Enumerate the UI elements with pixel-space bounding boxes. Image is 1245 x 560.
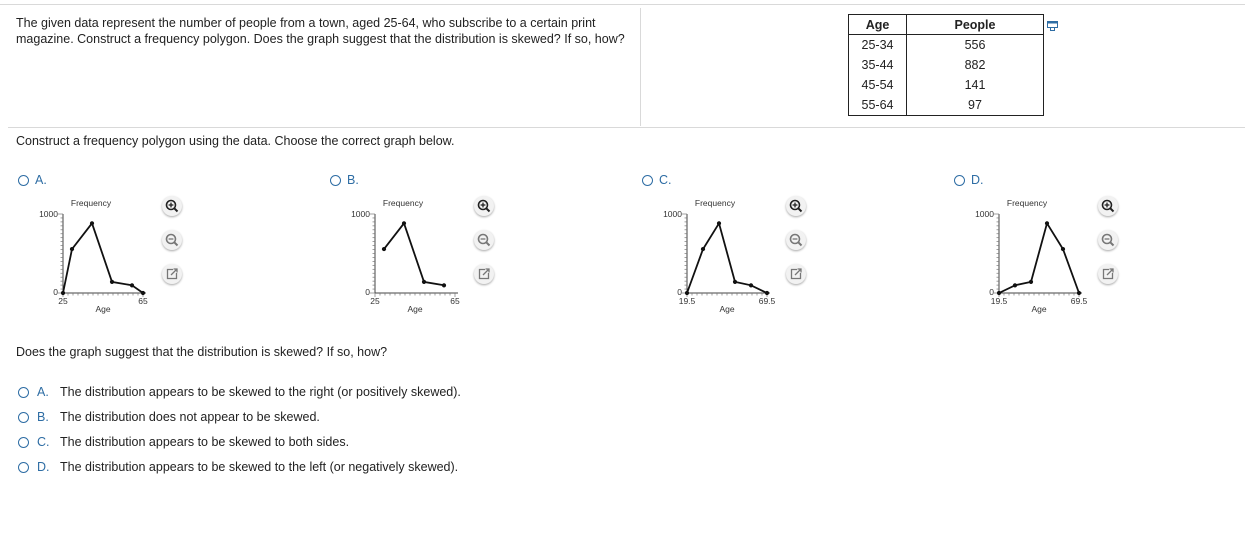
data-point bbox=[442, 283, 446, 287]
x-tick-label-left: 19.5 bbox=[678, 296, 696, 306]
table-cell-people: 97 bbox=[907, 95, 1044, 116]
y-tick-label-bottom: 0 bbox=[677, 287, 682, 297]
graph-option-letter: D. bbox=[971, 173, 984, 187]
frequency-polygon-line bbox=[999, 223, 1079, 293]
y-tick-label-top: 1000 bbox=[975, 209, 994, 219]
answer-letter: C. bbox=[37, 435, 50, 449]
data-point bbox=[997, 291, 1001, 295]
graph-option-radio[interactable] bbox=[954, 175, 965, 186]
zoom-in-icon bbox=[1098, 196, 1118, 216]
data-point bbox=[110, 280, 114, 284]
data-point bbox=[402, 221, 406, 225]
answer-radio[interactable] bbox=[18, 387, 29, 398]
answer-text: The distribution appears to be skewed to the left (or negatively skewed). bbox=[60, 460, 459, 474]
answer-letter: B. bbox=[37, 410, 49, 424]
data-point bbox=[382, 247, 386, 251]
graph-option-radio[interactable] bbox=[330, 175, 341, 186]
zoom-out-icon bbox=[786, 230, 806, 250]
graph-option-letter: A. bbox=[35, 173, 47, 187]
zoom-in-button[interactable] bbox=[162, 196, 182, 216]
table-row bbox=[849, 55, 1044, 75]
open-new-window-icon bbox=[1098, 264, 1118, 284]
answer-text: The distribution appears to be skewed to both sides. bbox=[60, 435, 350, 449]
section-divider bbox=[8, 127, 1245, 128]
zoom-in-icon bbox=[162, 196, 182, 216]
table-cell-age: 25-34 bbox=[849, 35, 907, 56]
x-tick-label-left: 25 bbox=[58, 296, 68, 306]
answer-text: The distribution does not appear to be skewed. bbox=[60, 410, 320, 424]
x-axis-label: Age bbox=[407, 304, 423, 314]
skew-question-prompt: Does the graph suggest that the distribution is skewed? If so, how? bbox=[16, 345, 388, 359]
expand-table-icon[interactable] bbox=[1047, 18, 1058, 28]
zoom-out-button[interactable] bbox=[786, 230, 806, 250]
x-tick-label-right: 65 bbox=[450, 296, 460, 306]
open-new-window-button[interactable] bbox=[1098, 264, 1118, 284]
answer-radio[interactable] bbox=[18, 462, 29, 473]
table-cell-people: 882 bbox=[907, 55, 1044, 75]
zoom-out-icon bbox=[1098, 230, 1118, 250]
graph-option-letter: C. bbox=[659, 173, 672, 187]
answer-letter: D. bbox=[37, 460, 50, 474]
table-cell-people: 556 bbox=[907, 35, 1044, 56]
table-cell-age: 45-54 bbox=[849, 75, 907, 95]
zoom-out-button[interactable] bbox=[162, 230, 182, 250]
table-row bbox=[849, 95, 1044, 116]
zoom-out-button[interactable] bbox=[1098, 230, 1118, 250]
x-axis-label: Age bbox=[95, 304, 111, 314]
x-tick-label-right: 65 bbox=[138, 296, 148, 306]
x-tick-label-right: 69.5 bbox=[758, 296, 776, 306]
x-tick-label-left: 25 bbox=[370, 296, 380, 306]
frequency-polygon-chart bbox=[26, 194, 176, 314]
answer-letter: A. bbox=[37, 385, 49, 399]
answer-radio[interactable] bbox=[18, 412, 29, 423]
data-point bbox=[1013, 283, 1017, 287]
table-header-people: People bbox=[907, 15, 1044, 35]
x-axis-label: Age bbox=[1031, 304, 1047, 314]
data-point bbox=[765, 291, 769, 295]
open-new-window-button[interactable] bbox=[474, 264, 494, 284]
open-new-window-button[interactable] bbox=[786, 264, 806, 284]
y-axis-label: Frequency bbox=[694, 198, 736, 208]
data-point bbox=[90, 221, 94, 225]
data-point bbox=[1061, 247, 1065, 251]
data-point bbox=[141, 291, 145, 295]
data-point bbox=[701, 247, 705, 251]
table-header-age: Age bbox=[849, 15, 907, 35]
frequency-polygon-line bbox=[687, 223, 767, 293]
y-axis-label: Frequency bbox=[382, 198, 424, 208]
x-tick-label-right: 69.5 bbox=[1070, 296, 1088, 306]
x-tick-label-left: 19.5 bbox=[990, 296, 1008, 306]
zoom-in-button[interactable] bbox=[474, 196, 494, 216]
zoom-in-icon bbox=[786, 196, 806, 216]
frequency-polygon-chart bbox=[962, 194, 1112, 314]
graph-option-radio[interactable] bbox=[642, 175, 653, 186]
zoom-in-button[interactable] bbox=[786, 196, 806, 216]
y-axis-label: Frequency bbox=[1006, 198, 1048, 208]
y-tick-label-top: 1000 bbox=[351, 209, 370, 219]
open-new-window-icon bbox=[162, 264, 182, 284]
open-new-window-icon bbox=[786, 264, 806, 284]
zoom-out-button[interactable] bbox=[474, 230, 494, 250]
frequency-polygon-chart bbox=[338, 194, 488, 314]
y-tick-label-top: 1000 bbox=[39, 209, 58, 219]
zoom-out-icon bbox=[162, 230, 182, 250]
zoom-in-icon bbox=[474, 196, 494, 216]
data-table bbox=[848, 14, 1044, 116]
frequency-polygon-line bbox=[384, 223, 444, 285]
data-point bbox=[1045, 221, 1049, 225]
table-cell-age: 35-44 bbox=[849, 55, 907, 75]
data-point bbox=[70, 247, 74, 251]
data-point bbox=[1077, 291, 1081, 295]
data-point bbox=[749, 283, 753, 287]
answer-text: The distribution appears to be skewed to the right (or positively skewed). bbox=[60, 385, 461, 399]
table-row bbox=[849, 35, 1044, 56]
graph-option-letter: B. bbox=[347, 173, 359, 187]
y-tick-label-bottom: 0 bbox=[365, 287, 370, 297]
graph-option-radio[interactable] bbox=[18, 175, 29, 186]
data-point bbox=[422, 280, 426, 284]
data-point bbox=[733, 280, 737, 284]
top-divider bbox=[0, 4, 1245, 5]
data-point bbox=[61, 291, 65, 295]
open-new-window-button[interactable] bbox=[162, 264, 182, 284]
y-tick-label-bottom: 0 bbox=[53, 287, 58, 297]
data-point bbox=[1029, 280, 1033, 284]
data-point bbox=[130, 283, 134, 287]
y-axis-label: Frequency bbox=[70, 198, 112, 208]
frequency-polygon-chart bbox=[650, 194, 800, 314]
data-point bbox=[685, 291, 689, 295]
open-new-window-icon bbox=[474, 264, 494, 284]
graph-question-prompt: Construct a frequency polygon using the data. Choose the correct graph below. bbox=[16, 134, 455, 148]
zoom-out-icon bbox=[474, 230, 494, 250]
answer-radio[interactable] bbox=[18, 437, 29, 448]
question-text: The given data represent the number of people from a town, aged 25-64, who subscribe to a certain print magazine. Construct a frequency polygon. Does the graph suggest that the distribution is skewed? If so, how? bbox=[16, 16, 625, 46]
column-divider bbox=[640, 8, 641, 126]
table-cell-people: 141 bbox=[907, 75, 1044, 95]
data-point bbox=[717, 221, 721, 225]
table-header-row bbox=[849, 15, 1044, 35]
table-cell-age: 55-64 bbox=[849, 95, 907, 116]
zoom-in-button[interactable] bbox=[1098, 196, 1118, 216]
frequency-polygon-line bbox=[63, 223, 143, 293]
x-axis-label: Age bbox=[719, 304, 735, 314]
y-tick-label-bottom: 0 bbox=[989, 287, 994, 297]
table-row bbox=[849, 75, 1044, 95]
y-tick-label-top: 1000 bbox=[663, 209, 682, 219]
